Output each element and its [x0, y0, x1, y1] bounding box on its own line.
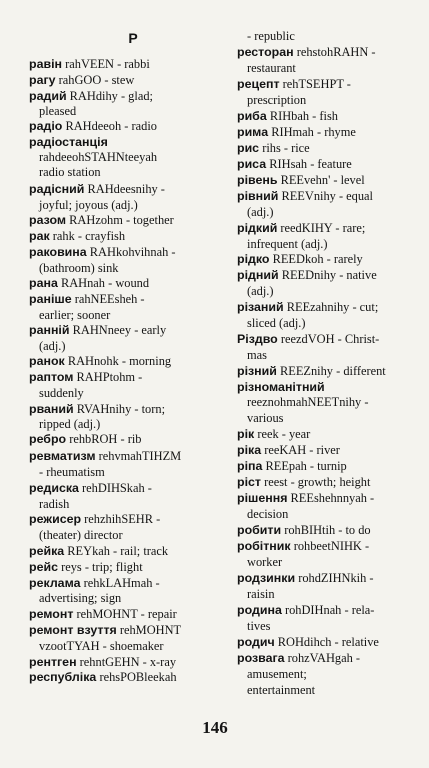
headword: рентген — [29, 655, 77, 669]
definition-text: reeznohmahNEETnihy - — [247, 395, 369, 409]
definition-text: (theater) director — [39, 528, 123, 542]
definition-text: REEshehnnyah - — [290, 491, 375, 505]
entry-line — [29, 292, 145, 307]
definition-text: REEDnihy - native — [281, 268, 377, 282]
headword: раніше — [29, 292, 72, 306]
entry-continuation — [39, 528, 123, 543]
headword: ребро — [29, 432, 67, 446]
definition-text: rehbROH - rib — [69, 432, 142, 446]
entry-continuation — [247, 555, 282, 570]
definition-text: RAHdeesnihy - — [87, 182, 165, 196]
entry-line — [29, 182, 165, 197]
headword: редиска — [29, 481, 79, 495]
headword: родич — [237, 635, 275, 649]
entry-continuation — [247, 316, 306, 331]
entry-line — [237, 459, 347, 474]
entry-line — [237, 221, 365, 236]
entry-continuation — [247, 619, 270, 634]
headword: разом — [29, 213, 67, 227]
definition-text: rahGOO - stew — [58, 73, 135, 87]
definition-text: (adj.) — [247, 284, 274, 298]
headword: ресторан — [237, 45, 294, 59]
definition-text: rihs - rice — [262, 141, 310, 155]
entry-continuation — [247, 237, 328, 252]
entry-line — [29, 670, 177, 685]
entry-line — [237, 125, 356, 140]
definition-text: rehsPOBleekah — [99, 670, 177, 684]
entry-line — [29, 73, 134, 88]
definition-text: reys - trip; flight — [61, 560, 143, 574]
entry-line — [29, 512, 160, 527]
headword: риса — [237, 157, 267, 171]
entry-line — [237, 109, 338, 124]
definition-text: (adj.) — [39, 339, 66, 353]
definition-text: RAHnah - wound — [60, 276, 150, 290]
entry-line — [29, 481, 152, 496]
entry-continuation — [39, 497, 69, 512]
definition-text: REYkah - rail; track — [67, 544, 169, 558]
definition-text: restaurant — [247, 61, 296, 75]
definition-text: rehMOHNT — [119, 623, 182, 637]
entry-line — [29, 323, 166, 338]
entry-line — [29, 544, 168, 559]
definition-text: rahk - crayfish — [52, 229, 126, 243]
definition-text: earlier; sooner — [39, 308, 111, 322]
entry-continuation — [39, 339, 66, 354]
definition-text: REEpah - turnip — [265, 459, 347, 473]
entry-continuation — [39, 386, 84, 401]
entry-line — [237, 635, 379, 650]
definition-text: RIHsah - feature — [269, 157, 352, 171]
definition-text: rehstohRAHN - — [296, 45, 376, 59]
headword: радий — [29, 89, 67, 103]
headword: Різдво — [237, 332, 278, 346]
definition-text: RAHnohk - morning — [67, 354, 172, 368]
definition-text: - rheumatism — [39, 465, 105, 479]
entry-continuation — [39, 465, 105, 480]
definition-text: mas — [247, 348, 267, 362]
headword: риба — [237, 109, 267, 123]
definition-text: (bathroom) sink — [39, 261, 119, 275]
entry-continuation — [39, 261, 119, 276]
definition-text: worker — [247, 555, 283, 569]
definition-text: rehzhihSEHR - — [84, 512, 161, 526]
definition-text: reest - growth; height — [264, 475, 371, 489]
definition-text: reek - year — [257, 427, 311, 441]
definition-text: rohbeetNIHK - — [293, 539, 370, 553]
definition-text: RAHNneey - early — [72, 323, 167, 337]
definition-text: rehkLAHmah - — [83, 576, 160, 590]
headword: реклама — [29, 576, 81, 590]
entry-line — [29, 576, 160, 591]
entry-line — [237, 603, 374, 618]
entry-line — [237, 651, 360, 666]
entry-line — [237, 77, 351, 92]
entry-continuation — [247, 507, 288, 522]
definition-text: (adj.) — [247, 205, 274, 219]
definition-text: ROHdihch - relative — [277, 635, 379, 649]
definition-text: rehvmahTIHZM — [98, 449, 182, 463]
definition-text: rahdeeohSTAHNteeyah — [39, 150, 158, 164]
definition-text: rohDIHnah - rela- — [284, 603, 375, 617]
definition-text: RVAHnihy - torn; — [76, 402, 166, 416]
entry-continuation — [247, 395, 368, 410]
definition-text: RAHPtohm - — [76, 370, 143, 384]
headword: рак — [29, 229, 50, 243]
entry-line — [29, 607, 177, 622]
headword: рівний — [237, 189, 279, 203]
entry-continuation — [39, 591, 121, 606]
definition-text: radish — [39, 497, 70, 511]
headword: рана — [29, 276, 58, 290]
entry-continuation — [247, 61, 296, 76]
definition-text: infrequent (adj.) — [247, 237, 328, 251]
headword: рік — [237, 427, 255, 441]
headword: ріст — [237, 475, 261, 489]
headword: розвага — [237, 651, 285, 665]
page-number: 146 — [202, 718, 228, 737]
definition-text: RIHbah - fish — [269, 109, 338, 123]
headword: різаний — [237, 300, 284, 314]
headword: рейс — [29, 560, 58, 574]
headword: різний — [237, 364, 277, 378]
entry-line — [237, 268, 377, 283]
headword: рідко — [237, 252, 270, 266]
entry-line — [237, 491, 374, 506]
definition-text: RAHdihy - glad; — [69, 89, 153, 103]
entry-line — [237, 380, 325, 395]
entry-line — [29, 402, 165, 417]
definition-text: tives — [247, 619, 271, 633]
entry-line — [29, 135, 108, 150]
definition-text: REEvehn' - level — [280, 173, 365, 187]
entry-line — [237, 332, 379, 347]
definition-text: sliced (adj.) — [247, 316, 306, 330]
entry-line — [237, 189, 373, 204]
headword: ревматизм — [29, 449, 96, 463]
headword: різноманітний — [237, 380, 325, 394]
definition-text: REEVnihy - equal — [281, 189, 374, 203]
definition-text: rahVEEN - rabbi — [65, 57, 150, 71]
entry-line — [237, 443, 340, 458]
entry-continuation — [39, 308, 110, 323]
headword: ранній — [29, 323, 70, 337]
definition-text: suddenly — [39, 386, 84, 400]
entry-continuation — [247, 205, 274, 220]
headword: робітник — [237, 539, 291, 553]
entry-line — [29, 623, 181, 638]
definition-text: vzootTYAH - shoemaker — [39, 639, 164, 653]
entry-line — [29, 370, 142, 385]
definition-text: rohdZIHNkih - — [298, 571, 374, 585]
headword: республіка — [29, 670, 97, 684]
definition-text: rehDIHSkah - — [82, 481, 152, 495]
entry-continuation — [39, 104, 76, 119]
entry-line — [29, 57, 150, 72]
headword: радіостанція — [29, 135, 108, 149]
entry-line — [237, 173, 365, 188]
section-letter: Р — [128, 30, 138, 46]
definition-text: RAHdeeoh - radio — [65, 119, 157, 133]
entry-continuation — [247, 683, 315, 698]
headword: режисер — [29, 512, 82, 526]
definition-text: REEZnihy - different — [280, 364, 386, 378]
entry-line — [237, 45, 376, 60]
entry-line — [237, 157, 352, 172]
entry-line — [29, 655, 176, 670]
definition-text: rahNEEsheh - — [74, 292, 145, 306]
entry-continuation — [39, 198, 138, 213]
entry-continuation — [247, 29, 295, 44]
entry-line — [29, 245, 176, 260]
definition-text: rehTSEHPT - — [282, 77, 351, 91]
definition-text: raisin — [247, 587, 275, 601]
headword: рагу — [29, 73, 56, 87]
entry-line — [237, 539, 369, 554]
entry-line — [29, 449, 181, 464]
definition-text: RAHkohvihnah - — [89, 245, 176, 259]
entry-line — [29, 560, 143, 575]
definition-text: entertainment — [247, 683, 316, 697]
headword: ріка — [237, 443, 262, 457]
headword: ранок — [29, 354, 65, 368]
definition-text: rohzVAHgah - — [287, 651, 361, 665]
entry-line — [29, 119, 157, 134]
definition-text: REEDkoh - rarely — [272, 252, 363, 266]
headword: рваний — [29, 402, 74, 416]
definition-text: REEzahnihy - cut; — [286, 300, 379, 314]
headword: рідний — [237, 268, 279, 282]
definition-text: various — [247, 411, 284, 425]
headword: рейка — [29, 544, 65, 558]
definition-text: RIHmah - rhyme — [271, 125, 356, 139]
entry-line — [29, 213, 174, 228]
headword: радісний — [29, 182, 85, 196]
headword: рима — [237, 125, 269, 139]
entry-line — [29, 229, 125, 244]
headword: родзинки — [237, 571, 296, 585]
headword: раптом — [29, 370, 74, 384]
entry-continuation — [247, 667, 307, 682]
entry-line — [237, 252, 363, 267]
entry-line — [237, 364, 386, 379]
definition-text: reezdVOH - Christ- — [280, 332, 380, 346]
headword: рівень — [237, 173, 278, 187]
definition-text: RAHzohm - together — [69, 213, 174, 227]
definition-text: ripped (adj.) — [39, 417, 101, 431]
definition-text: reeKAH - river — [264, 443, 340, 457]
headword: ремонт — [29, 607, 74, 621]
headword: рис — [237, 141, 260, 155]
entry-continuation — [247, 93, 306, 108]
definition-text: rohBIHtih - to do — [284, 523, 371, 537]
entry-continuation — [247, 587, 275, 602]
entry-line — [29, 354, 171, 369]
definition-text: joyful; joyous (adj.) — [39, 198, 138, 212]
entry-continuation — [39, 165, 101, 180]
entry-line — [237, 427, 310, 442]
headword: раковина — [29, 245, 87, 259]
headword: радіо — [29, 119, 63, 133]
headword: рідкий — [237, 221, 278, 235]
headword: рецепт — [237, 77, 280, 91]
entry-line — [237, 475, 370, 490]
headword: родина — [237, 603, 282, 617]
entry-line — [237, 523, 371, 538]
headword: рішення — [237, 491, 288, 505]
definition-text: radio station — [39, 165, 101, 179]
entry-continuation — [247, 411, 283, 426]
headword: робити — [237, 523, 282, 537]
headword: ріпа — [237, 459, 263, 473]
definition-text: rehMOHNT - repair — [76, 607, 177, 621]
headword: равін — [29, 57, 63, 71]
definition-text: rehntGEHN - x-ray — [79, 655, 177, 669]
entry-line — [237, 300, 378, 315]
definition-text: amusement; — [247, 667, 307, 681]
entry-line — [29, 432, 141, 447]
definition-text: - republic — [247, 29, 295, 43]
definition-text: advertising; sign — [39, 591, 122, 605]
entry-line — [29, 89, 153, 104]
definition-text: pleased — [39, 104, 77, 118]
entry-line — [237, 571, 374, 586]
entry-continuation — [247, 348, 267, 363]
entry-line — [29, 276, 149, 291]
entry-continuation — [247, 284, 274, 299]
definition-text: prescription — [247, 93, 307, 107]
entry-continuation — [39, 639, 164, 654]
definition-text: decision — [247, 507, 289, 521]
entry-continuation — [39, 417, 100, 432]
entry-continuation — [39, 150, 157, 165]
headword: ремонт взуття — [29, 623, 117, 637]
definition-text: reedKIHY - rare; — [280, 221, 366, 235]
entry-line — [237, 141, 310, 156]
